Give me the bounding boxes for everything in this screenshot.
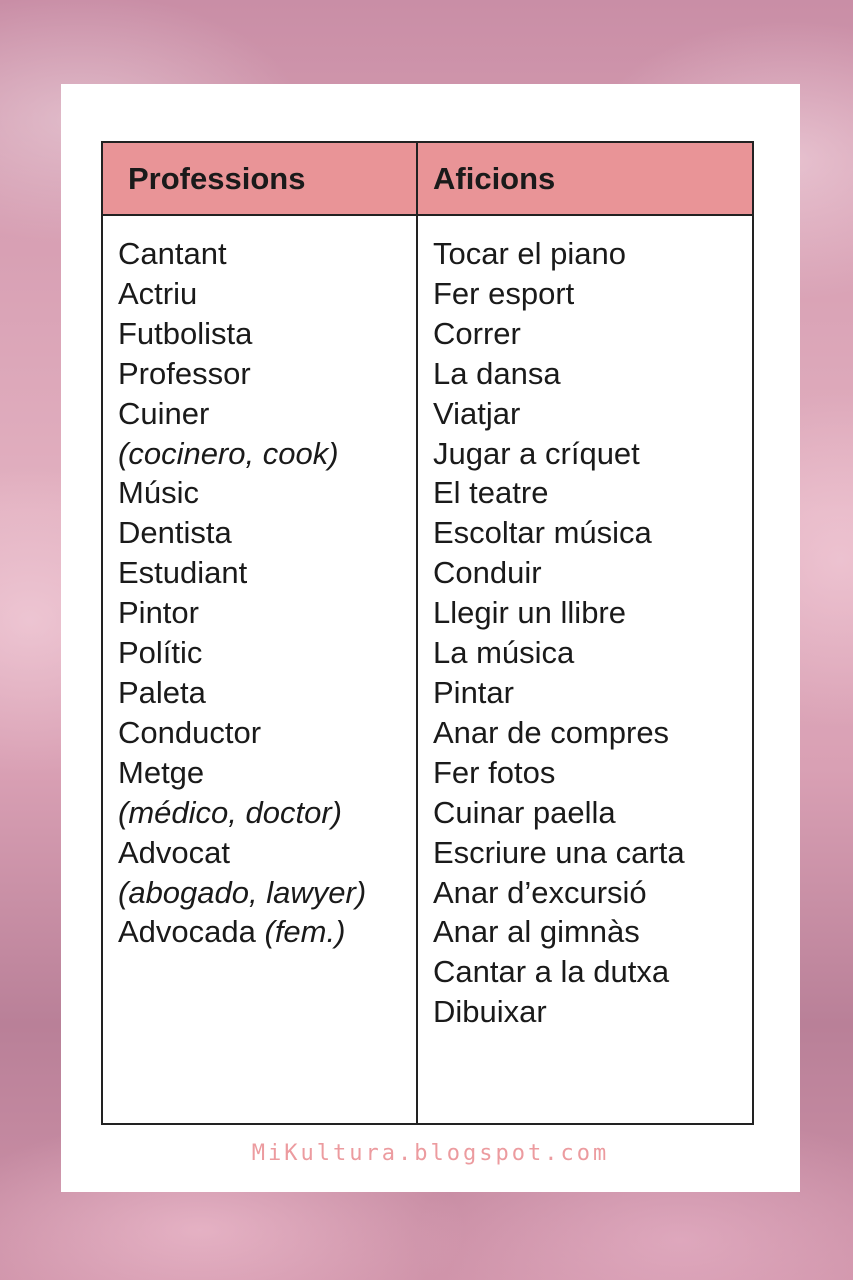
list-item-note: (cocinero, cook): [118, 435, 339, 471]
list-item: Músic: [118, 475, 199, 511]
list-item: Dibuixar: [433, 994, 547, 1030]
list-item: El teatre: [433, 475, 549, 511]
list-item: Cuiner: [118, 395, 210, 431]
vocabulary-table: [101, 141, 754, 1125]
list-item: Conduir: [433, 555, 542, 591]
list-item: La música: [433, 635, 575, 671]
list-item: Anar al gimnàs: [433, 914, 640, 950]
list-item: Fer fotos: [433, 754, 556, 790]
column-divider: [416, 143, 418, 1123]
list-item: Jugar a críquet: [433, 435, 640, 471]
header-aficions: Aficions: [433, 161, 556, 196]
list-item: Correr: [433, 315, 521, 351]
vocabulary-card: [61, 84, 800, 1192]
list-item: Pintar: [433, 674, 514, 710]
list-item-note: (médico, doctor): [118, 794, 342, 830]
list-item: Anar de compres: [433, 714, 670, 750]
list-item: Conductor: [118, 714, 262, 750]
list-item-note: (fem.): [264, 914, 346, 950]
list-item-text: Advocada: [118, 914, 265, 950]
list-item: Actriu: [118, 275, 198, 311]
list-item: La dansa: [433, 355, 561, 391]
list-item: [118, 912, 366, 952]
list-item: Estudiant: [118, 555, 248, 591]
list-item: Paleta: [118, 674, 206, 710]
list-item: Dentista: [118, 515, 232, 551]
header-professions: Professions: [128, 161, 306, 196]
list-item: Professor: [118, 355, 251, 391]
list-item: Advocat: [118, 834, 231, 870]
table-header: [103, 143, 752, 216]
list-item-note: (abogado, lawyer): [118, 874, 367, 910]
list-item: Cuinar paella: [433, 794, 616, 830]
list-item: Futbolista: [118, 315, 253, 351]
aficions-list: [433, 234, 685, 1032]
list-item: Anar d’excursió: [433, 874, 647, 910]
list-item: Escriure una carta: [433, 834, 685, 870]
list-item: Cantar a la dutxa: [433, 954, 670, 990]
list-item: Viatjar: [433, 395, 521, 431]
list-item: Polític: [118, 635, 203, 671]
list-item: Tocar el piano: [433, 236, 627, 271]
professions-list: [118, 234, 366, 952]
list-item: Llegir un llibre: [433, 595, 626, 631]
list-item: Metge: [118, 754, 205, 790]
watermark-text: MiKultura.blogspot.com: [251, 1141, 610, 1166]
list-item: Pintor: [118, 595, 199, 631]
list-item: Cantant: [118, 236, 227, 271]
list-item: Fer esport: [433, 275, 575, 311]
list-item: Escoltar música: [433, 515, 652, 551]
